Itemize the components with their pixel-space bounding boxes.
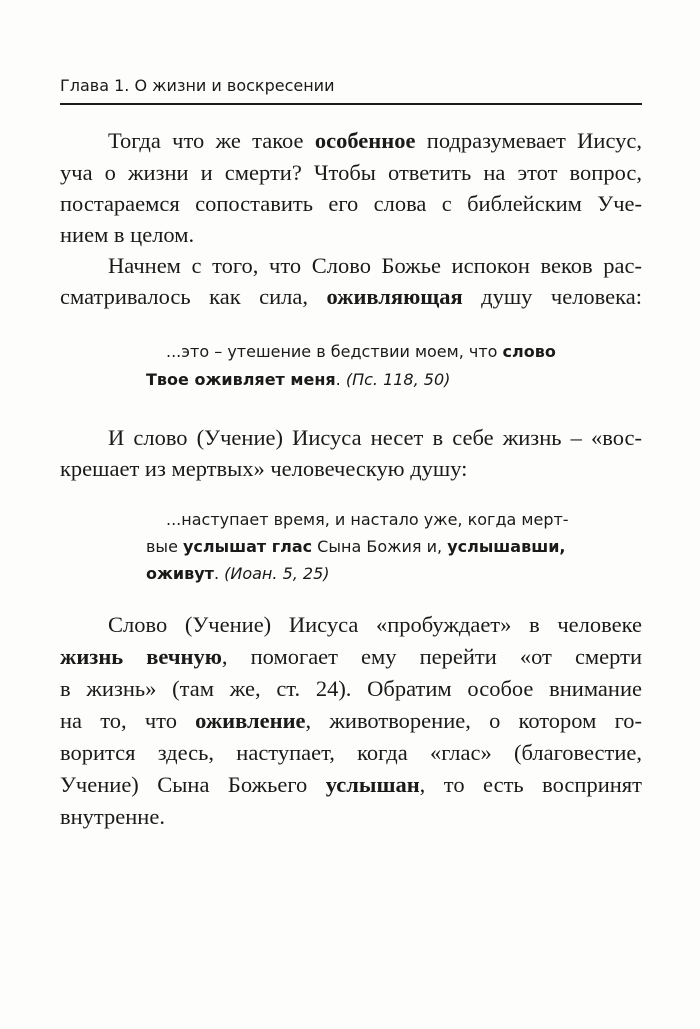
text-line: на то, что оживление, животворение, о котором го- (60, 708, 642, 733)
text-line: постараемся сопоставить его слова с библейским Уче- (60, 191, 642, 216)
text-line: Начнем с того, что Слово Божье испокон веков рас- (108, 253, 642, 278)
quote-line: Твое оживляет меня. (Пс. 118, 50) (146, 370, 451, 389)
text-line: И слово (Учение) Иисуса несет в себе жизнь – «вос- (108, 425, 642, 450)
text-line: в жизнь» (там же, ст. 24). Обратим особое внимание (60, 676, 642, 701)
text-line: внутренне. (60, 804, 165, 829)
chapter-title: Глава 1. О жизни и воскресении (60, 76, 335, 95)
text-line: ворится здесь, наступает, когда «глас» (благовестие, (60, 740, 642, 765)
quote-line: оживут. (Иоан. 5, 25) (146, 564, 330, 583)
text-line: сматривалось как сила, оживляющая душу человека: (60, 284, 642, 309)
text-line: крешает из мертвых» человеческую душу: (60, 456, 468, 481)
quote-line: ...наступает время, и настало уже, когда мерт- (166, 510, 569, 529)
text-line: Учение) Сына Божьего услышан, то есть воспринят (60, 772, 642, 797)
running-header (60, 76, 642, 105)
text-line: уча о жизни и смерти? Чтобы ответить на этот вопрос, (60, 160, 642, 185)
text-line: Тогда что же такое особенное подразумевает Иисус, (108, 128, 642, 153)
text-line: нием в целом. (60, 222, 195, 247)
text-line: Слово (Учение) Иисуса «пробуждает» в человеке (108, 612, 642, 637)
text-line: жизнь вечную, помогает ему перейти «от смерти (60, 644, 642, 669)
quote-line: вые услышат глас Сына Божия и, услышавши, (146, 537, 566, 556)
quote-line: ...это – утешение в бедствии моем, что слово (166, 342, 556, 361)
